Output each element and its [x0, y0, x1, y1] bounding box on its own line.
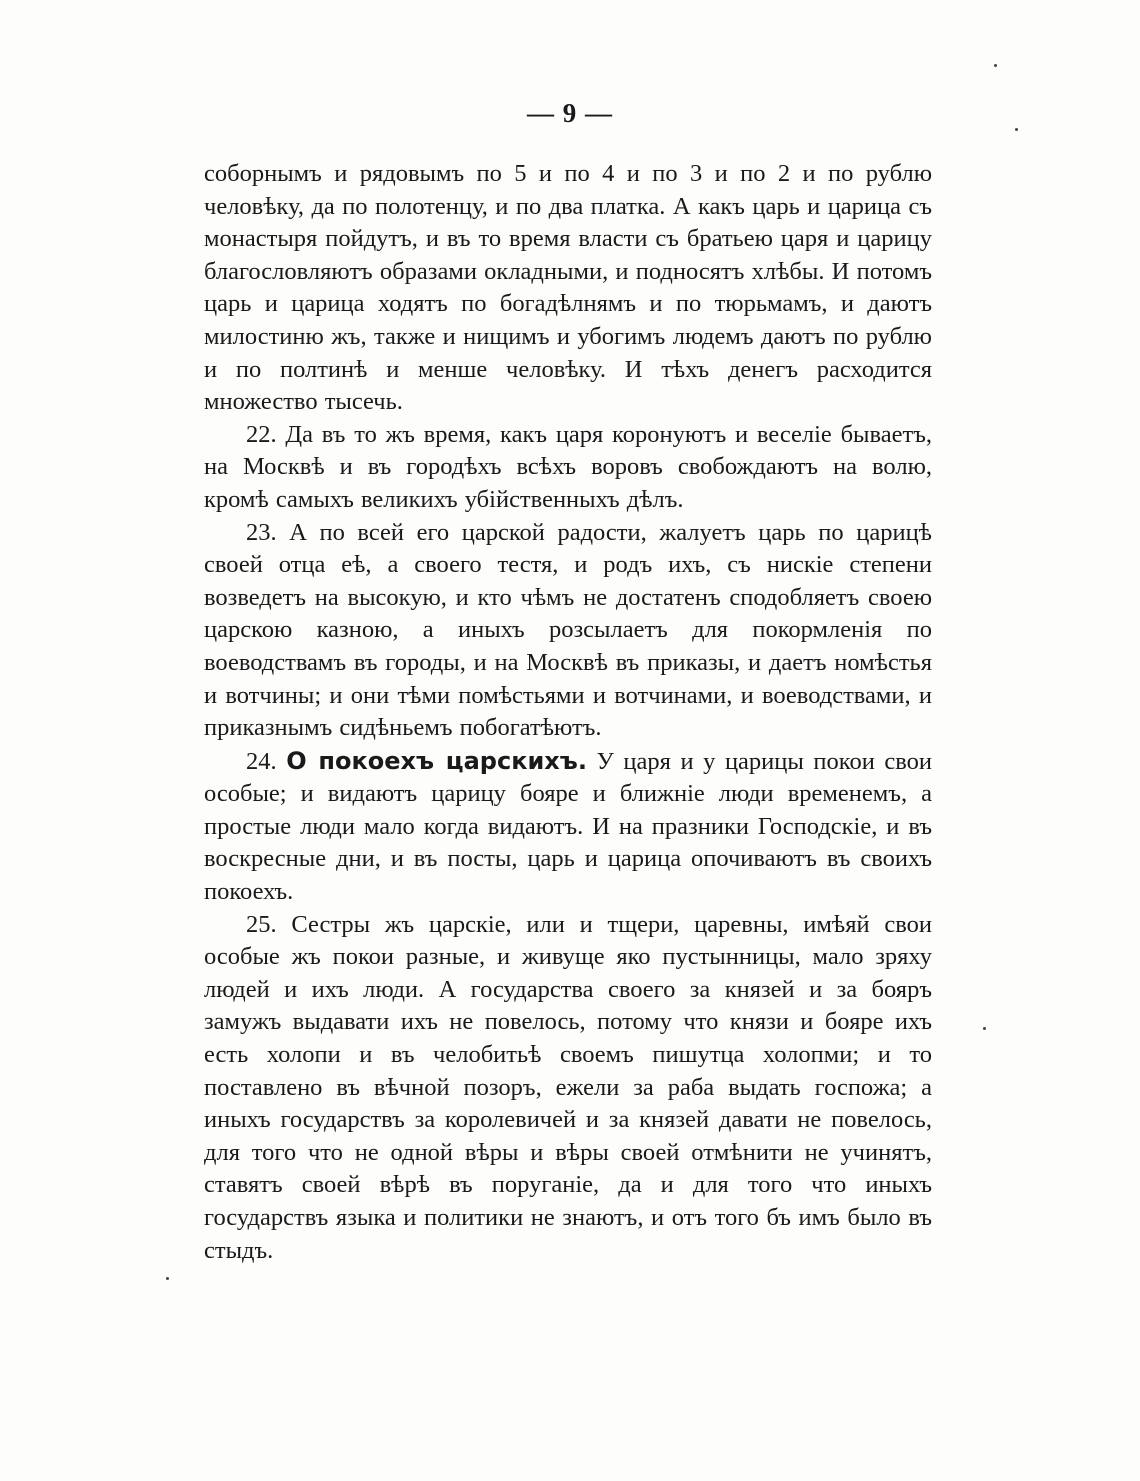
paragraph-23: 23. А по всей его царской радости, жалуетъ царь по царицѣ своей отца еѣ, а своего тестя, и родъ ихъ, съ нискіе степени возведетъ на высокую, и кто чѣмъ не достатенъ сподобляетъ своею царскою казною, а иныхъ розсылаетъ для покормленія по воеводствамъ въ городы, и на Москвѣ въ приказы, и даетъ номѣстья и вотчины; и они тѣми помѣстьями и вотчинами, и воеводствами, и приказнымъ сидѣньемъ побогатѣютъ.: [204, 518, 932, 742]
paragraph-24: [204, 745, 932, 909]
paragraph-24-body: У царя и у царицы покои свои особые; и видаютъ царицу бояре и ближніе люди временемъ, а простые люди мало когда видаютъ. И на празники Господскіе, и въ воскресные дни, и въ посты, царь и царица опочиваютъ въ своихъ покоехъ.: [204, 747, 932, 906]
paragraph-continuation: соборнымъ и рядовымъ по 5 и по 4 и по 3 и по 2 и по рублю человѣку, да по полотенцу, и по два платка. А какъ царь и царица съ монастыря пойдутъ, и въ то время власти съ братьею царя и царицу благословляютъ образами окладными, и подносятъ хлѣбы. И потомъ царь и царица ходятъ по богадѣлнямъ и по тюрьмамъ, и даютъ милостиню жъ, также и нищимъ и убогимъ людемъ даютъ по рублю и по полтинѣ и менше человѣку. И тѣхъ денегъ расходится множество тысечь.: [204, 160, 932, 416]
scan-speck: [994, 64, 997, 67]
scan-speck: [1015, 128, 1018, 131]
scan-speck: [166, 1277, 169, 1280]
body-text: [204, 158, 932, 1267]
paragraph-25: 25. Сестры жъ царскіе, или и тщери, царевны, имѣяй свои особые жъ покои разные, и живуще яко пустынницы, мало зряху людей и ихъ люди. А государства своего за князей и за бояръ замужъ выдавати ихъ не повелось, потому что князи и бояре ихъ есть холопи и въ челобитьѣ своемъ пишутца холопми; и то поставлено въ вѣчной позоръ, ежели за раба выдать госпожа; а иныхъ государствъ за королевичей и за князей давати не повелось, для того что не одной вѣры и вѣры своей отмѣнити не учинятъ, ставятъ своей вѣрѣ въ поруганіе, да и для того что иныхъ государствъ языка и политики не знаютъ, и отъ того бъ имъ было въ стыдъ.: [204, 910, 932, 1264]
section-heading-chambers: О покоехъ царскихъ.: [286, 746, 587, 775]
page-number: — 9 —: [527, 98, 613, 128]
paragraph-22: 22. Да въ то жъ время, какъ царя коронуютъ и веселіе бываетъ, на Москвѣ и въ городѣхъ всѣхъ воровъ свобождаютъ на волю, кромѣ самыхъ великихъ убійственныхъ дѣлъ.: [204, 420, 932, 513]
scan-speck: [983, 1027, 986, 1030]
paragraph-24-number: 24.: [246, 747, 277, 775]
